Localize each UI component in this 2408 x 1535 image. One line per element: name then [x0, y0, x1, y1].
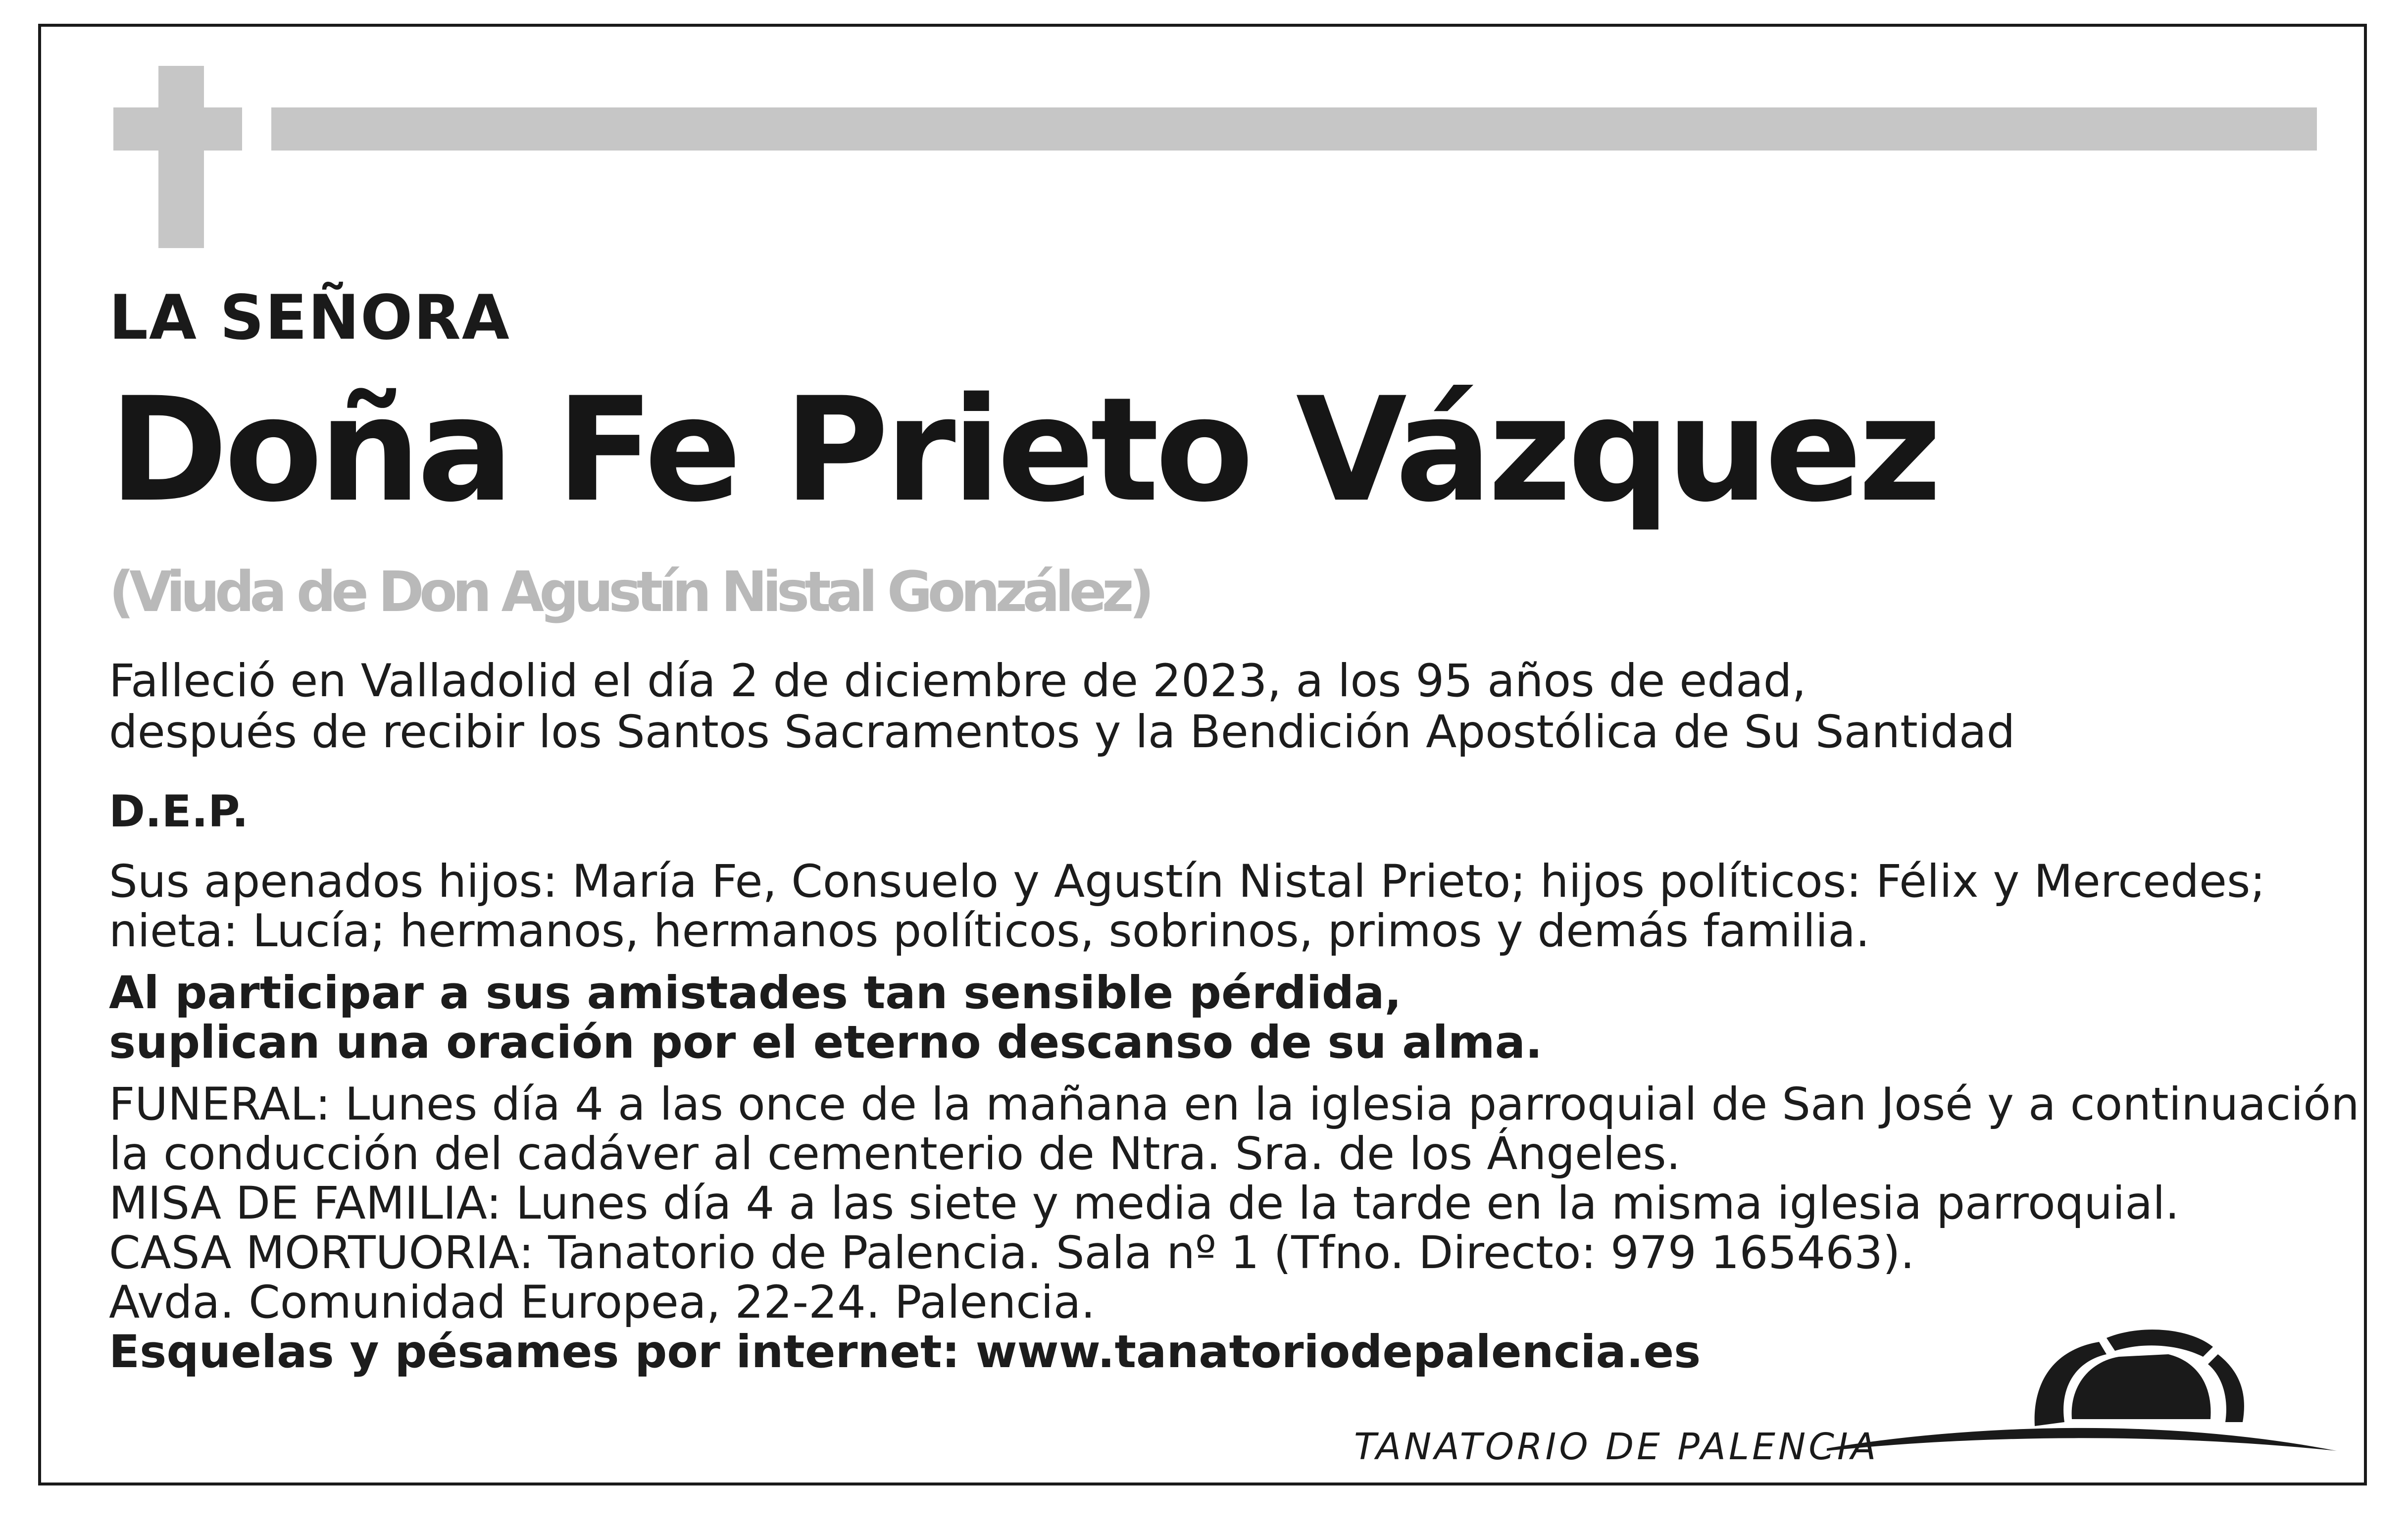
cross-icon-arm	[113, 107, 242, 151]
address-line: Avda. Comunidad Europea, 22-24. Palencia.	[109, 1277, 1096, 1329]
logo-text: TANATORIO DE PALENCIA	[1354, 1426, 1879, 1468]
death-line-2: después de recibir los Santos Sacramentos y la Bendición Apostólica de Su Santidad	[109, 706, 2015, 758]
cross-icon	[158, 66, 204, 248]
funeral-line-1: FUNERAL: Lunes día 4 a las once de la mañana en la iglesia parroquial de San José y a continuación	[109, 1078, 2359, 1130]
family-line-1: Sus apenados hijos: María Fe, Consuelo y Agustín Nistal Prieto; hijos políticos: Félix y Mercedes;	[109, 856, 2266, 908]
request-line-1: Al participar a sus amistades tan sensible pérdida,	[109, 967, 1402, 1019]
family-line-2: nieta: Lucía; hermanos, hermanos políticos, sobrinos, primos y demás familia.	[109, 905, 1870, 957]
internet-line: Esquelas y pésames por internet: www.tanatoriodepalencia.es	[109, 1326, 1701, 1378]
deceased-name: Doña Fe Prieto Vázquez	[109, 367, 1938, 534]
funeral-line-2: la conducción del cadáver al cementerio de Ntra. Sra. de los Ángeles.	[109, 1128, 1681, 1180]
tanatorio-logo-icon	[1822, 1307, 2342, 1476]
death-line-1: Falleció en Valladolid el día 2 de diciembre de 2023, a los 95 años de edad,	[109, 655, 1806, 707]
title-prefix: LA SEÑORA	[109, 282, 510, 354]
family-mass-line: MISA DE FAMILIA: Lunes día 4 a las siete y media de la tarde en la misma iglesia parroquial.	[109, 1177, 2180, 1229]
request-line-2: suplican una oración por el eterno descanso de su alma.	[109, 1017, 1543, 1069]
dep-label: D.E.P.	[109, 786, 249, 837]
widow-subtitle: (Viuda de Don Agustín Nistal González)	[109, 560, 1150, 624]
header-bar	[271, 107, 2317, 151]
mortuary-line: CASA MORTUORIA: Tanatorio de Palencia. Sala nº 1 (Tfno. Directo: 979 165463).	[109, 1227, 1915, 1279]
